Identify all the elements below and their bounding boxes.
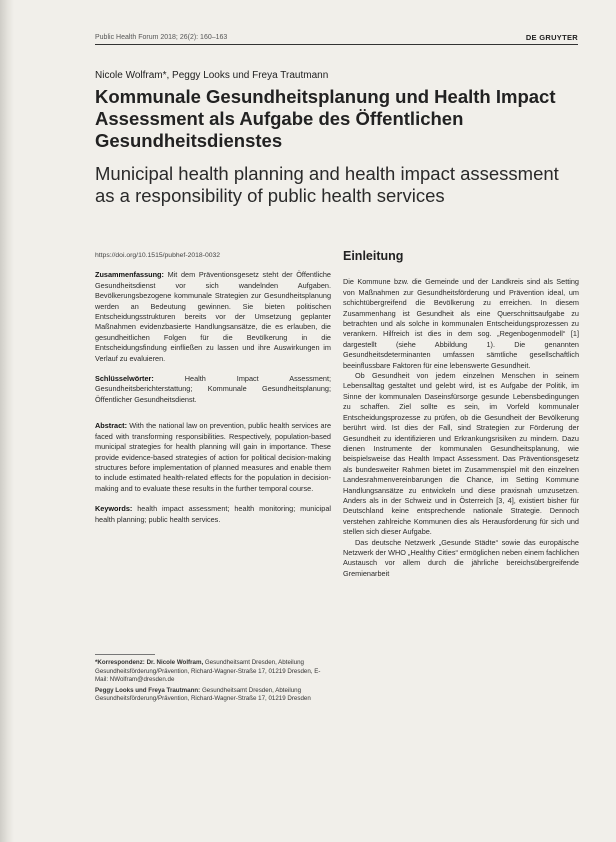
zusammenfassung-text: Mit dem Präventionsgesetz steht der Öffentliche Gesundheitsdienst vor sich wandelnden Aufgaben. Bevölkerungsbezogene kommunale Strategien zur Gesundheitsplanung werden an Bedeutung gewinnen. Sie bieten politischen Entscheidungsstrukturen bereits vor der Umsetzung geplanter Maßnahmen evidenzbasierte Handlungsansätze, die es erlauben, die gesundheitlichen Folgen für die Bevölkerung in die Entscheidungsfindung einfließen zu lassen und ihre Auswirkungen im Verlauf zu evaluieren. (95, 270, 331, 363)
publisher-name: DE GRUYTER (525, 33, 578, 42)
schluesselwoerter (95, 374, 331, 405)
abstract (95, 421, 331, 494)
keywords-text: health impact assessment; health monitoring; municipal health planning; public health services. (95, 504, 331, 524)
title-english: Municipal health planning and health impact assessment as a responsibility of public health services (95, 163, 559, 206)
doi-link[interactable]: https://doi.org/10.1515/pubhef-2018-0032 (95, 252, 221, 259)
footnote-rule (95, 654, 155, 655)
einleitung-paragraph-3: Das deutsche Netzwerk „Gesunde Städte“ sowie das europäische Netzwerk der WHO „Healthy Cities“ ermöglichen neben einem fachlichen Austausch vor allem durch die jährliche bereichsübergreifende Gremienarbeit (343, 537, 579, 578)
schluesselwoerter-label: Schlüsselwörter: (95, 374, 154, 384)
coauthors-text: Gesundheitsamt Dresden, Abteilung Gesundheitsförderung/Prävention, Richard-Wagner-Straße 17, 01219 Dresden (95, 686, 311, 702)
correspondence-footnote (95, 654, 331, 706)
title-german: Kommunale Gesundheitsplanung und Health Impact Assessment als Aufgabe des Öffentlichen Gesundheitsdienstes (95, 86, 556, 151)
coauthors-label: Peggy Looks und Freya Trautmann: (95, 686, 201, 694)
page-edge (0, 0, 14, 842)
left-column (95, 251, 331, 535)
correspondence-label: *Korrespondenz: Dr. Nicole Wolfram, (95, 659, 204, 666)
abstract-text: With the national law on prevention, public health services are faced with transforming responsibilities. Respectively, population-based municipal strategies for health planning will gain in importance. These provide evidence-based strategies of action for political decision-making structures before implementation of planned measures and enable them to include estimated health-related effects for the population in decision-making and to evaluate these results in the further temporal course. (95, 421, 332, 493)
correspondence-entry (95, 659, 331, 685)
coauthors-entry (95, 687, 331, 704)
author-list: Nicole Wolfram*, Peggy Looks und Freya Trautmann (95, 70, 329, 81)
correspondence-text: Gesundheitsamt Dresden, Abteilung Gesundheitsförderung/Prävention, Richard-Wagner-Straße 17, 01219 Dresden, E-Mail: NWolfram@dresden.de (95, 659, 321, 683)
keywords (95, 504, 331, 525)
header-rule (95, 44, 578, 45)
einleitung-paragraph-1: Die Kommune bzw. die Gemeinde und der Landkreis sind als Setting von Maßnahmen zur Gesundheitsförderung und Prävention ideal, um schichtübergreifend die Bevölkerung zu erreichen. In diesem Zusammenhang ist Gesundheit als eine Querschnittsaufgabe zu betrachten und als solche in kommunalen Entscheidungsprozessen zu verankern. Hilfreich ist dies in dem sog. „Regenbogenmodell“ [1] dargestellt (siehe Abbildung 1). Die genannten Gesundheitsdeterminanten umfassen sämtliche gesellschaftlich beeinflussbare Faktoren für eine lebenswerte Gesundheit. (343, 277, 579, 370)
right-column (343, 251, 579, 579)
zusammenfassung (95, 270, 331, 364)
section-title-einleitung: Einleitung (343, 249, 404, 263)
running-header (95, 33, 578, 42)
keywords-label: Keywords: (95, 504, 133, 514)
journal-citation: Public Health Forum 2018; 26(2): 160–163 (95, 34, 228, 41)
schluesselwoerter-text: Health Impact Assessment; Gesundheitsberichterstattung; Kommunale Gesundheitsplanung; Öffentlicher Gesundheitsdienst. (95, 374, 331, 404)
zusammenfassung-label: Zusammenfassung: (95, 270, 164, 280)
abstract-label: Abstract: (95, 421, 128, 431)
einleitung-paragraph-2: Ob Gesundheit von jedem einzelnen Menschen in seinem Lebensalltag gestaltet und gelebt wird, ist es Aufgabe der Politik, im Sinne der kommunalen Daseinsfürsorge gesunde Lebensbedingungen zu schaffen. Ziel sollte es sein, im Vorfeld kommunaler Entscheidungsprozesse zu prüfen, ob die Gesundheit der Bevölkerung berührt wird. Ist dies der Fall, sind Strategien zur Förderung der Gesundheit zu identifizieren und Erkrankungsrisiken zu mindern. Dazu dienen Instrumente der kommunalen Gesundheitsplanung, wie beispielsweise das Health Impact Assessment. Das Präventionsgesetz als bundesweiter Rahmen bietet im Zusammenspiel mit den einzelnen Landesrahmenvereinbarungen die Chance, im Setting Kommune Handlungsansätze zu entwickeln und diese praxisnah umzusetzen. Anders als in der Schweiz und in Österreich [3, 4], existiert bisher für Deutschland keine entsprechende nationale Strategie. Dennoch verstehen zahlreiche Kommunen dies als Herausforderung für sich und stellen sich dieser Aufgabe. (343, 371, 579, 537)
